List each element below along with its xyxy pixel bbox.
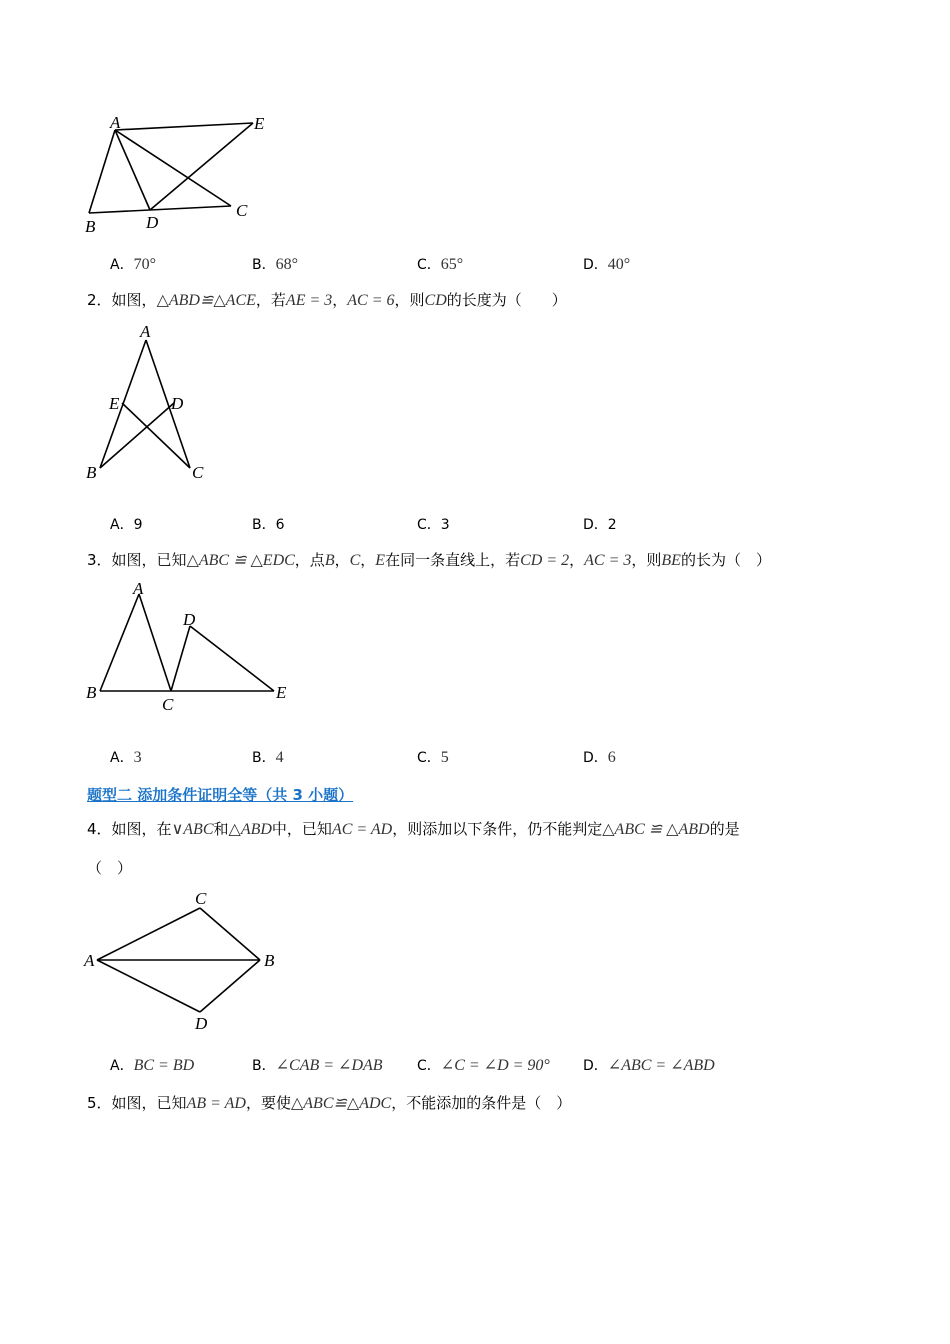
q3-option-d[interactable] <box>583 747 616 767</box>
q1-label-e: E <box>254 114 265 133</box>
option-letter: A． <box>110 517 134 533</box>
q2-label-e: E <box>109 394 120 413</box>
q1-label-d: D <box>146 213 159 232</box>
text: 如图， <box>111 291 157 309</box>
option-letter: B． <box>252 517 276 533</box>
q4-option-a[interactable] <box>110 1055 194 1075</box>
text: ，点 <box>294 551 325 569</box>
option-value: 9 <box>133 517 143 533</box>
q4-figure <box>80 884 285 1034</box>
q3-label-c: C <box>162 695 174 714</box>
question-number: 4． <box>87 820 112 838</box>
q3-segment-de <box>190 626 274 691</box>
option-letter: B． <box>252 257 276 273</box>
q4-option-c[interactable] <box>417 1055 550 1075</box>
math: △ABC≌△ADC <box>290 1095 392 1112</box>
q4-label-a: A <box>84 951 95 970</box>
q1-label-a: A <box>110 113 121 132</box>
q3-segment-ac <box>139 594 171 691</box>
option-value: 4 <box>275 749 284 766</box>
option-letter: D． <box>583 257 608 273</box>
q2-figure <box>82 318 212 488</box>
math: △ABC ≌ △ABD <box>602 821 710 838</box>
q3-label-d: D <box>183 610 196 629</box>
q4-segment-bc <box>200 908 260 960</box>
option-value: 6 <box>275 517 285 533</box>
q1-option-c[interactable] <box>417 254 463 274</box>
q1-segment-ae <box>115 123 253 130</box>
q4-label-c: C <box>195 889 207 908</box>
q4-segment-ac <box>97 908 200 960</box>
text: 在同一条直线上，若 <box>385 551 521 569</box>
q2-label-a: A <box>140 322 151 341</box>
q1-label-b: B <box>85 217 96 236</box>
text: 如图，已知 <box>111 551 187 569</box>
math: BE <box>661 552 681 569</box>
text: ，要使 <box>245 1094 291 1112</box>
q1-label-c: C <box>236 201 248 220</box>
math: △ABD≌△ACE <box>156 292 256 309</box>
math: CD <box>424 292 447 309</box>
option-value: 70° <box>133 256 156 273</box>
q4-stem <box>87 818 740 839</box>
option-value: ∠ABC = ∠ABD <box>607 1057 715 1074</box>
math: AB = AD <box>186 1095 246 1112</box>
q1-option-d[interactable] <box>583 254 630 274</box>
q1-option-a[interactable] <box>110 254 156 274</box>
math: B <box>324 552 335 569</box>
text: ， <box>334 551 350 569</box>
math: CD = 2 <box>520 552 570 569</box>
math: AE = 3 <box>285 292 333 309</box>
option-letter: D． <box>583 1058 608 1074</box>
question-number: 3． <box>87 551 112 569</box>
math: C <box>349 552 361 569</box>
question-number: 5． <box>87 1094 112 1112</box>
q3-option-a[interactable] <box>110 747 142 767</box>
q1-figure <box>80 108 280 236</box>
q1-segment-bc <box>89 206 231 213</box>
option-value: ∠CAB = ∠DAB <box>275 1057 383 1074</box>
q4-label-b: B <box>264 951 275 970</box>
q3-option-b[interactable] <box>252 747 284 767</box>
text: ，则添加以下条件，仍不能判定 <box>392 820 603 838</box>
option-letter: B． <box>252 1058 276 1074</box>
q1-option-b[interactable] <box>252 254 298 274</box>
q4-option-b[interactable] <box>252 1055 383 1075</box>
q4-stem-line2: （ ） <box>87 859 133 877</box>
q2-option-a[interactable] <box>110 514 143 534</box>
q2-label-d: D <box>171 394 184 413</box>
q2-stem <box>87 289 567 310</box>
option-letter: A． <box>110 257 134 273</box>
q1-segment-de <box>150 123 253 210</box>
option-value: 3 <box>440 517 450 533</box>
q3-segment-ab <box>100 594 139 691</box>
option-value: 6 <box>607 749 616 766</box>
option-value: 5 <box>440 749 449 766</box>
math: △ABC ≌ △EDC <box>186 552 295 569</box>
q1-segment-ab <box>89 130 115 213</box>
text: ，不能添加的条件是（ ） <box>391 1094 572 1112</box>
text: 的长度为（ ） <box>446 291 567 309</box>
text: 的长为（ ） <box>680 551 771 569</box>
option-value: 68° <box>275 256 299 273</box>
q4-label-d: D <box>195 1014 208 1033</box>
option-letter: C． <box>417 750 441 766</box>
q3-segment-cd <box>171 626 190 691</box>
option-value: ∠C = ∠D = 90° <box>440 1057 550 1074</box>
text: ，若 <box>255 291 286 309</box>
text: 如图，在 <box>111 820 172 838</box>
text: 和 <box>213 820 229 838</box>
math: AC = 3 <box>584 552 632 569</box>
text: ， <box>332 291 348 309</box>
q3-option-c[interactable] <box>417 747 449 767</box>
q3-label-e: E <box>276 683 287 702</box>
option-letter: A． <box>110 750 134 766</box>
q4-option-d[interactable] <box>583 1055 715 1075</box>
q3-stem <box>87 549 771 570</box>
text: 如图，已知 <box>111 1094 187 1112</box>
option-letter: D． <box>583 750 608 766</box>
option-letter: C． <box>417 517 441 533</box>
q4-segment-ad <box>97 960 200 1012</box>
math: E <box>375 552 386 569</box>
q4-segment-bd <box>200 960 260 1012</box>
q2-option-d[interactable] <box>583 514 617 534</box>
q5-stem <box>87 1092 571 1113</box>
section-title[interactable]: 题型二 添加条件证明全等（共 3 小题） <box>87 786 354 804</box>
q3-figure <box>82 576 297 716</box>
q2-segment-ac <box>146 340 190 468</box>
text: ， <box>360 551 376 569</box>
option-value: BC = BD <box>133 1057 195 1074</box>
option-value: 40° <box>607 256 631 273</box>
option-value: 2 <box>607 517 617 533</box>
math: △ABD <box>228 821 272 838</box>
math: AC = AD <box>331 821 393 838</box>
text: ，则 <box>631 551 662 569</box>
math: ∨ABC <box>171 821 214 838</box>
question-number: 2． <box>87 291 112 309</box>
q3-label-a: A <box>133 579 144 598</box>
option-letter: B． <box>252 750 276 766</box>
option-value: 3 <box>133 749 142 766</box>
text: 中，已知 <box>271 820 332 838</box>
option-value: 65° <box>440 256 464 273</box>
text: ， <box>569 551 585 569</box>
q3-label-b: B <box>86 683 97 702</box>
q2-option-b[interactable] <box>252 514 285 534</box>
option-letter: C． <box>417 1058 441 1074</box>
q2-option-c[interactable] <box>417 514 450 534</box>
text: 的是 <box>709 820 740 838</box>
q2-label-c: C <box>192 463 204 482</box>
math: AC = 6 <box>347 292 395 309</box>
text: ，则 <box>394 291 425 309</box>
option-letter: A． <box>110 1058 134 1074</box>
q2-label-b: B <box>86 463 97 482</box>
option-letter: D． <box>583 517 608 533</box>
option-letter: C． <box>417 257 441 273</box>
